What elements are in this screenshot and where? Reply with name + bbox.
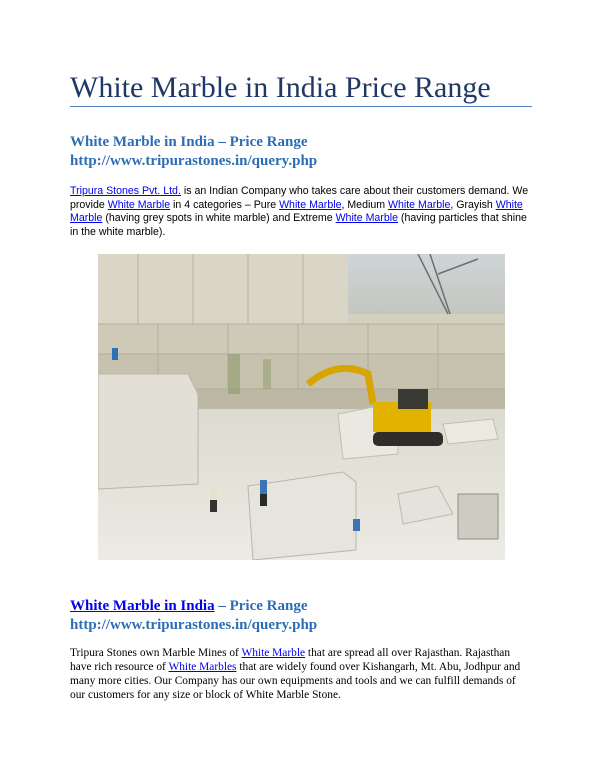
section2-heading — [70, 597, 308, 616]
section2-heading-text: – Price Range — [214, 598, 308, 614]
paragraph-text: (having grey spots in white marble) and Extreme — [102, 212, 336, 224]
intro-paragraph — [70, 185, 532, 239]
white-marble-link[interactable]: White Marble — [70, 198, 523, 224]
paragraph-text: in 4 categories – Pure — [170, 198, 280, 211]
paragraph-text: that are spread all over Rajasthan. Rajasthan have rich resource of — [70, 647, 511, 673]
paragraph-text: that are widely found over Kishangarh, Mt. Abu, Jodhpur and many more cities. Our Company has our own equipments and tools and we can fulfill demands of our customers for any size or block of White Marble Stone. — [70, 661, 521, 701]
company-link[interactable]: Tripura Stones Pvt. Ltd. — [70, 185, 181, 197]
marble-quarry-photo — [98, 254, 505, 560]
section2-url: http://www.tripurastones.in/query.php — [70, 617, 318, 633]
paragraph-text: , Medium — [341, 198, 388, 211]
white-marble-link[interactable]: White Marble — [107, 198, 171, 211]
white-marble-link[interactable]: White Marble — [387, 198, 451, 211]
white-marble-link[interactable]: White Marble — [241, 647, 306, 659]
paragraph-text: is an Indian Company who takes care about their customers demand. We provide — [70, 185, 529, 211]
paragraph-text: , Grayish — [450, 198, 496, 211]
mines-paragraph — [70, 646, 532, 702]
white-marble-link[interactable]: White Marble — [335, 212, 398, 224]
paragraph-text: Tripura Stones own Marble Mines of — [70, 647, 242, 659]
section1-url: http://www.tripurastones.in/query.php — [70, 153, 318, 169]
page-title: White Marble in India Price Range — [70, 71, 491, 104]
white-marble-link[interactable]: White Marble — [279, 198, 342, 211]
title-underline — [70, 106, 532, 107]
section2-heading-link[interactable]: White Marble in India — [70, 598, 215, 614]
white-marbles-link[interactable]: White Marbles — [168, 661, 237, 673]
section1-heading: White Marble in India – Price Range — [70, 134, 308, 150]
paragraph-text: (having particles that shine in the white marble). — [70, 212, 527, 238]
